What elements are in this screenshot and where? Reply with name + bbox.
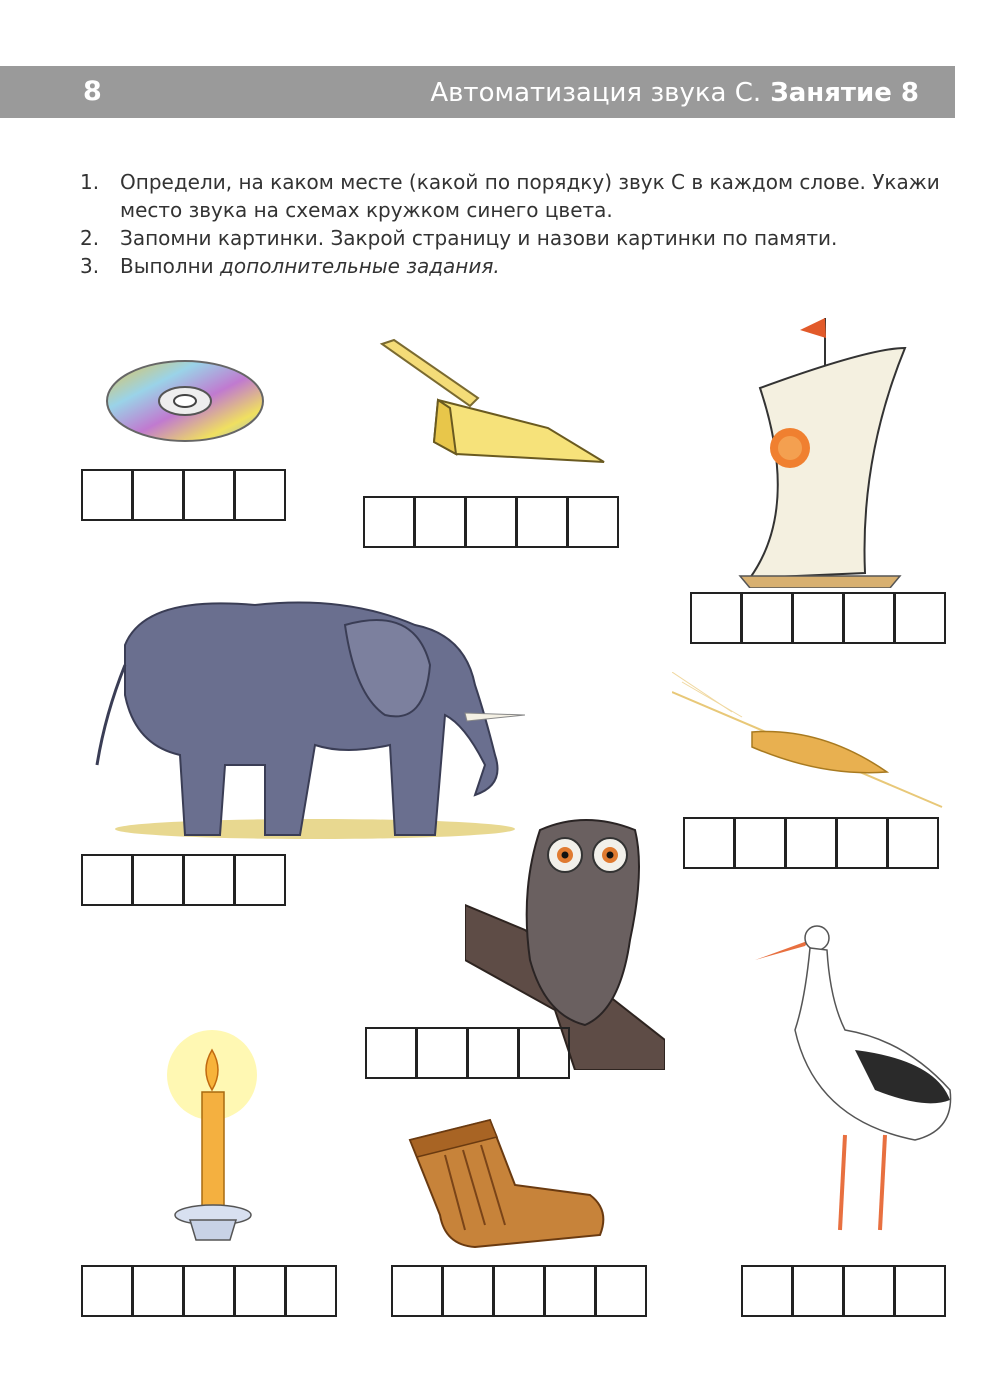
task-list bbox=[80, 168, 960, 280]
title-lesson: Занятие 8 bbox=[770, 78, 919, 108]
scheme-cell[interactable] bbox=[597, 1267, 645, 1315]
scheme-cell[interactable] bbox=[692, 594, 743, 642]
scheme-cell[interactable] bbox=[134, 856, 185, 904]
task-text-italic: дополнительные задания. bbox=[220, 254, 500, 278]
task-text: Определи, на каком месте (какой по порядку) звук С в каждом слове. Укажи место звука на схемах кружком синего цвета. bbox=[120, 170, 940, 222]
task-text bbox=[120, 252, 500, 280]
sound-scheme[interactable] bbox=[81, 854, 286, 906]
sound-scheme[interactable] bbox=[690, 592, 946, 644]
scheme-cell[interactable] bbox=[889, 819, 937, 867]
scheme-cell[interactable] bbox=[416, 498, 467, 546]
scheme-cell[interactable] bbox=[569, 498, 617, 546]
scheme-cell[interactable] bbox=[236, 471, 284, 519]
scheme-cell[interactable] bbox=[546, 1267, 597, 1315]
task-item bbox=[80, 168, 960, 224]
elephant-icon bbox=[85, 585, 525, 855]
scheme-cell[interactable] bbox=[185, 856, 236, 904]
task-text-plain: Выполни bbox=[120, 254, 221, 278]
scheme-cell[interactable] bbox=[367, 1029, 418, 1077]
sound-scheme[interactable] bbox=[363, 496, 619, 548]
sock-icon bbox=[405, 1115, 610, 1250]
scheme-cell[interactable] bbox=[134, 1267, 185, 1315]
scheme-cell[interactable] bbox=[787, 819, 838, 867]
scheme-cell[interactable] bbox=[185, 471, 236, 519]
scheme-cell[interactable] bbox=[520, 1029, 568, 1077]
scheme-cell[interactable] bbox=[845, 594, 896, 642]
dustpan-icon bbox=[378, 338, 608, 468]
scheme-cell[interactable] bbox=[896, 594, 944, 642]
scheme-cell[interactable] bbox=[236, 1267, 287, 1315]
scheme-cell[interactable] bbox=[83, 471, 134, 519]
page-header bbox=[0, 66, 955, 118]
task-text: Запомни картинки. Закрой страницу и назови картинки по памяти. bbox=[120, 226, 838, 250]
scheme-cell[interactable] bbox=[743, 1267, 794, 1315]
scheme-cell[interactable] bbox=[838, 819, 889, 867]
wheat-ear-icon bbox=[672, 672, 947, 812]
scheme-cell[interactable] bbox=[794, 1267, 845, 1315]
sound-scheme[interactable] bbox=[81, 1265, 337, 1317]
scheme-cell[interactable] bbox=[236, 856, 284, 904]
task-number: 2. bbox=[80, 226, 100, 250]
scheme-cell[interactable] bbox=[743, 594, 794, 642]
scheme-cell[interactable] bbox=[469, 1029, 520, 1077]
scheme-cell[interactable] bbox=[418, 1029, 469, 1077]
page-number: 8 bbox=[83, 76, 102, 107]
scheme-cell[interactable] bbox=[845, 1267, 896, 1315]
task-number: 3. bbox=[80, 254, 100, 278]
task-item bbox=[80, 252, 960, 280]
scheme-cell[interactable] bbox=[736, 819, 787, 867]
sound-scheme[interactable] bbox=[81, 469, 286, 521]
page-title bbox=[430, 78, 919, 108]
scheme-cell[interactable] bbox=[287, 1267, 335, 1315]
scheme-cell[interactable] bbox=[518, 498, 569, 546]
stork-icon bbox=[755, 910, 955, 1240]
scheme-cell[interactable] bbox=[185, 1267, 236, 1315]
scheme-cell[interactable] bbox=[83, 856, 134, 904]
scheme-cell[interactable] bbox=[444, 1267, 495, 1315]
sound-scheme[interactable] bbox=[391, 1265, 647, 1317]
task-number: 1. bbox=[80, 170, 100, 194]
sound-scheme[interactable] bbox=[683, 817, 939, 869]
scheme-cell[interactable] bbox=[83, 1267, 134, 1315]
scheme-cell[interactable] bbox=[495, 1267, 546, 1315]
sound-scheme[interactable] bbox=[365, 1027, 570, 1079]
scheme-cell[interactable] bbox=[794, 594, 845, 642]
scheme-cell[interactable] bbox=[685, 819, 736, 867]
scheme-cell[interactable] bbox=[365, 498, 416, 546]
candle-icon bbox=[140, 1020, 280, 1245]
task-item bbox=[80, 224, 960, 252]
scheme-cell[interactable] bbox=[467, 498, 518, 546]
scheme-cell[interactable] bbox=[393, 1267, 444, 1315]
sound-scheme[interactable] bbox=[741, 1265, 946, 1317]
sailboat-icon bbox=[730, 308, 910, 588]
cd-disc-icon bbox=[105, 356, 265, 446]
scheme-cell[interactable] bbox=[896, 1267, 944, 1315]
title-topic: Автоматизация звука С. bbox=[430, 78, 762, 108]
scheme-cell[interactable] bbox=[134, 471, 185, 519]
